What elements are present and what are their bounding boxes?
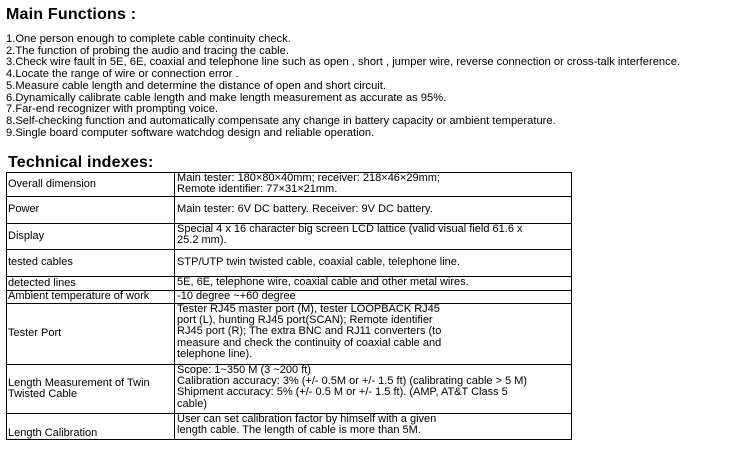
main-functions-list <box>6 34 680 139</box>
technical-indexes-heading: Technical indexes: <box>8 154 154 171</box>
function-item: 6.Dynamically calibrate cable length and make length measurement as accurate as 95%. <box>6 91 447 104</box>
function-item: 2.The function of probing the audio and tracing the cable. <box>6 44 289 57</box>
technical-indexes-table <box>6 172 572 440</box>
function-item: 8.Self-checking function and automatically compensate any change in battery capacity or ambient temperature. <box>6 114 556 127</box>
row-value: Main tester: 180×80×40mm; receiver: 218×46×29mm; Remote identifier: 77×31×21mm. <box>175 173 572 197</box>
row-label: detected lines <box>7 277 175 291</box>
function-item: 5.Measure cable length and determine the distance of open and short circuit. <box>6 79 386 92</box>
function-item: 1.One person enough to complete cable continuity check. <box>6 33 291 45</box>
table-row <box>7 224 572 250</box>
row-label: Display <box>7 224 175 250</box>
table-row <box>7 291 572 304</box>
function-item: 4.Locate the range of wire or connection error . <box>6 68 239 81</box>
row-value: Main tester: 6V DC battery. Receiver: 9V DC battery. <box>175 197 572 224</box>
table-row <box>7 250 572 277</box>
row-value: Tester RJ45 master port (M), tester LOOPBACK RJ45 port (L), hunting RJ45 port(SCAN); Remote identifier RJ45 port (R); The extra BNC and RJ11 converters (to measure and check the continuity of coaxial cable and telephone line). <box>175 304 572 365</box>
row-value: -10 degree ~+60 degree <box>175 291 572 304</box>
row-label: Power <box>7 197 175 224</box>
row-label: Tester Port <box>7 304 175 365</box>
row-label: Overall dimension <box>7 173 175 197</box>
row-value: User can set calibration factor by himself with a given length cable. The length of cable is more than 5M. <box>175 414 572 440</box>
table-row <box>7 304 572 365</box>
function-item: 3.Check wire fault in 5E, 6E, coaxial and telephone line such as open , short , jumper wire, reverse connection or cross-talk interference. <box>6 56 681 69</box>
row-label: Ambient temperature of work <box>7 291 175 304</box>
table-row <box>7 277 572 291</box>
table-row <box>7 414 572 440</box>
row-value: Special 4 x 16 character big screen LCD lattice (valid visual field 61.6 x 25.2 mm). <box>175 224 572 250</box>
table-row <box>7 197 572 224</box>
row-label: Length Measurement of Twin Twisted Cable <box>7 365 175 414</box>
table-row <box>7 365 572 414</box>
row-label: tested cables <box>7 250 175 277</box>
row-value: 5E, 6E, telephone wire, coaxial cable and other metal wires. <box>175 277 572 291</box>
row-value: Scope: 1~350 M (3 ~200 ft) Calibration accuracy: 3% (+/- 0.5M or +/- 1.5 ft) (calibrating cable > 5 M) Shipment accuracy: 5% (+/- 0.5 M or +/- 1.5 ft). (AMP, AT&T Class 5 cable) <box>175 365 572 414</box>
main-functions-heading: Main Functions : <box>6 6 137 23</box>
function-item: 7.Far-end recognizer with prompting voice. <box>6 103 219 116</box>
row-value: STP/UTP twin twisted cable, coaxial cable, telephone line. <box>175 250 572 277</box>
table-row <box>7 173 572 197</box>
function-item: 9.Single board computer software watchdog design and reliable operation. <box>6 126 375 139</box>
row-label: Length Calibration <box>7 414 175 440</box>
